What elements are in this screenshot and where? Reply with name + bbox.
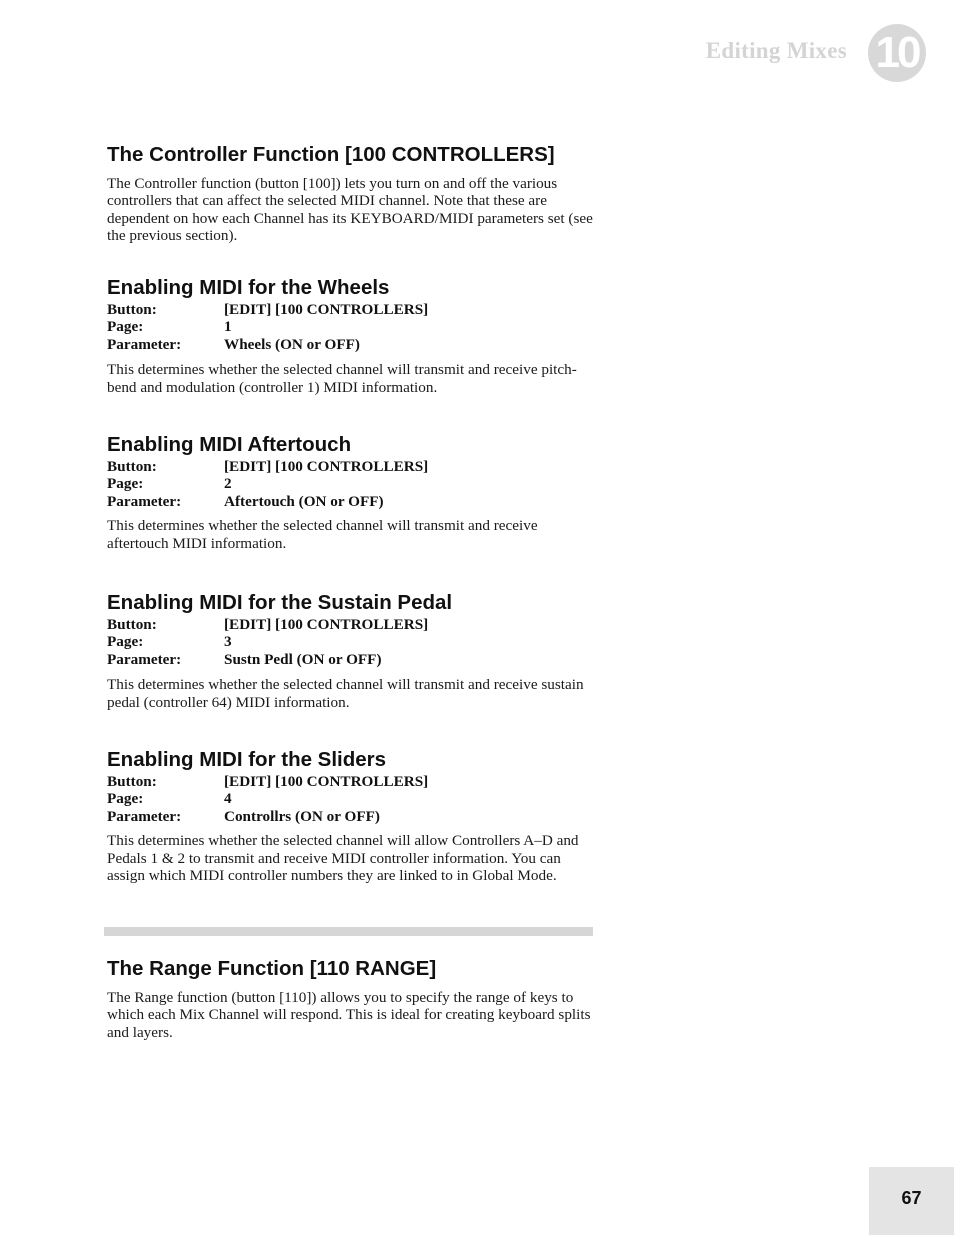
- spec-value: [EDIT] [100 CONTROLLERS]: [224, 301, 429, 318]
- spec-value: [EDIT] [100 CONTROLLERS]: [224, 616, 429, 633]
- section-body: The Controller function (button [100]) lets you turn on and off the various controllers that can affect the selected MIDI channel. Note that these are dependent on how each Channel has its KEYBOARD/MIDI parameters set (see the previous section).: [107, 175, 593, 245]
- spec-value: 2: [224, 475, 232, 493]
- spec-row-page: [107, 790, 597, 807]
- spec-row-parameter: [107, 336, 597, 353]
- spec-row-page: [107, 475, 597, 492]
- section-aftertouch: [107, 432, 597, 552]
- spec-label: Button:: [107, 458, 157, 475]
- parameter-spec: [107, 301, 597, 353]
- spec-row-page: [107, 633, 597, 650]
- page-number: 67: [901, 1188, 922, 1208]
- spec-row-button: [107, 301, 597, 318]
- spec-label: Button:: [107, 616, 157, 633]
- spec-value: Controllrs (ON or OFF): [224, 807, 380, 825]
- spec-row-parameter: [107, 808, 597, 825]
- spec-label: Parameter:: [107, 492, 182, 510]
- spec-label: Parameter:: [107, 335, 182, 353]
- page-number-box: [869, 1167, 954, 1235]
- section-heading: Enabling MIDI Aftertouch: [107, 433, 352, 456]
- spec-label: Button:: [107, 773, 157, 790]
- section-body: This determines whether the selected channel will allow Controllers A–D and Pedals 1 & 2 to transmit and receive MIDI controller information. You can assign which MIDI controller numbers they are linked to in Global Mode.: [107, 832, 579, 885]
- section-heading: The Range Function [110 RANGE]: [107, 957, 437, 980]
- spec-label: Parameter:: [107, 807, 182, 825]
- spec-value: [EDIT] [100 CONTROLLERS]: [224, 773, 429, 790]
- section-heading: Enabling MIDI for the Sustain Pedal: [107, 591, 453, 614]
- section-divider: [104, 927, 593, 936]
- section-heading: Enabling MIDI for the Wheels: [107, 276, 390, 299]
- spec-value: Aftertouch (ON or OFF): [224, 492, 384, 510]
- section-heading: The Controller Function [100 CONTROLLERS]: [107, 143, 555, 166]
- spec-value: [EDIT] [100 CONTROLLERS]: [224, 458, 429, 475]
- spec-row-button: [107, 616, 597, 633]
- section-sliders: [107, 747, 597, 884]
- spec-row-page: [107, 318, 597, 335]
- spec-label: Parameter:: [107, 650, 182, 668]
- section-body: The Range function (button [110]) allows you to specify the range of keys to which each Mix Channel will respond. This is ideal for creating keyboard splits and layers.: [107, 989, 591, 1041]
- spec-row-button: [107, 773, 597, 790]
- section-sustain-pedal: [107, 590, 597, 711]
- chapter-number-badge: 10: [868, 24, 926, 82]
- spec-label: Page:: [107, 318, 144, 336]
- spec-row-parameter: [107, 493, 597, 510]
- chapter-title: Editing Mixes: [705, 38, 847, 63]
- spec-row-parameter: [107, 651, 597, 668]
- parameter-spec: [107, 773, 597, 825]
- spec-value: Sustn Pedl (ON or OFF): [224, 650, 382, 668]
- section-wheels: [107, 275, 597, 396]
- section-body: This determines whether the selected channel will transmit and receive sustain pedal (controller 64) MIDI information.: [107, 676, 584, 711]
- spec-label: Page:: [107, 475, 144, 493]
- spec-label: Button:: [107, 301, 157, 318]
- spec-label: Page:: [107, 790, 144, 808]
- spec-label: Page:: [107, 633, 144, 651]
- spec-value: 3: [224, 633, 232, 651]
- parameter-spec: [107, 616, 597, 668]
- section-controller-function: [107, 142, 597, 245]
- section-body: This determines whether the selected channel will transmit and receive aftertouch MIDI information.: [107, 517, 538, 552]
- section-range-function: [107, 956, 597, 1041]
- spec-value: 1: [224, 318, 232, 336]
- section-heading: Enabling MIDI for the Sliders: [107, 748, 387, 771]
- parameter-spec: [107, 458, 597, 510]
- spec-row-button: [107, 458, 597, 475]
- spec-value: Wheels (ON or OFF): [224, 335, 360, 353]
- spec-value: 4: [224, 790, 232, 808]
- section-body: This determines whether the selected channel will transmit and receive pitch-bend and modulation (controller 1) MIDI information.: [107, 361, 577, 396]
